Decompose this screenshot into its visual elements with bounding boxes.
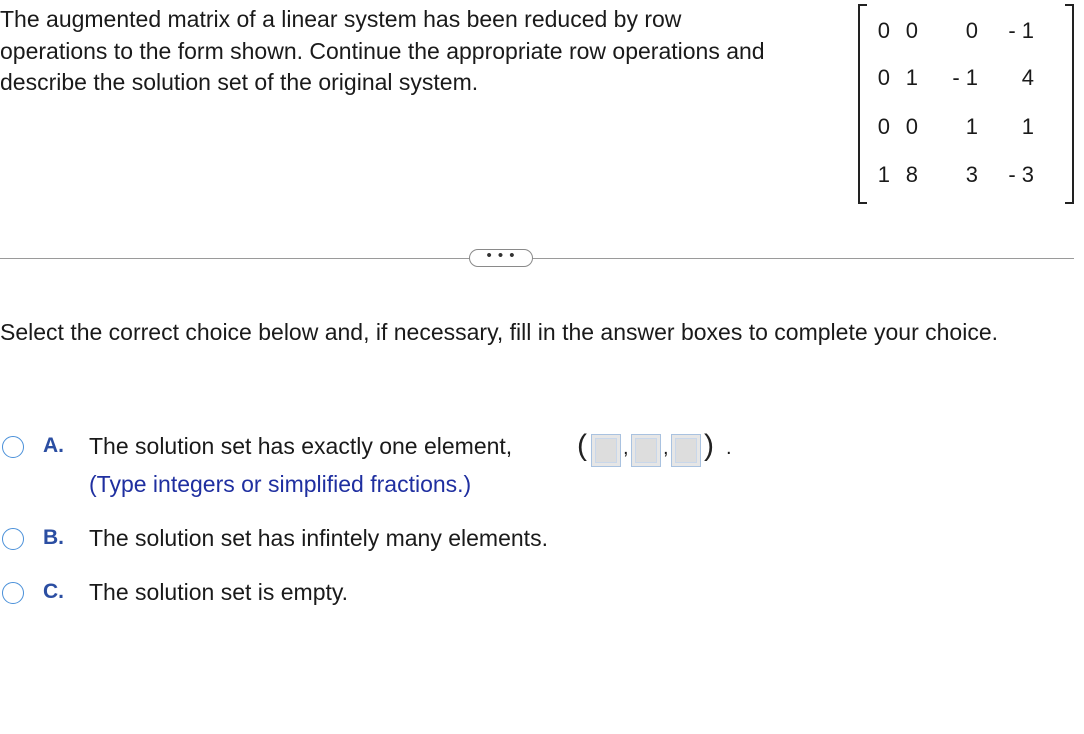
matrix-cell: 1 xyxy=(905,65,918,90)
matrix-cell: 8 xyxy=(905,162,918,187)
section-divider xyxy=(0,258,1074,259)
matrix-cell: 4 xyxy=(1021,65,1034,90)
matrix-cell: - 3 xyxy=(1008,162,1034,187)
matrix-row xyxy=(858,162,1074,192)
radio-choice-a[interactable] xyxy=(2,436,24,458)
matrix-cell: 0 xyxy=(877,18,890,43)
matrix-cell: 1 xyxy=(1021,114,1034,139)
answer-input-3[interactable] xyxy=(671,434,701,467)
period: . xyxy=(726,437,732,459)
matrix-cell: - 1 xyxy=(952,65,978,90)
choice-text: The solution set is empty. xyxy=(89,579,349,605)
choice-letter: A. xyxy=(43,434,64,457)
matrix-cell: 0 xyxy=(905,114,918,139)
matrix-cell: 0 xyxy=(877,65,890,90)
matrix-row xyxy=(858,65,1074,95)
augmented-matrix xyxy=(858,4,1074,204)
matrix-cell: - 1 xyxy=(1008,18,1034,43)
radio-choice-c[interactable] xyxy=(2,582,24,604)
choice-c[interactable] xyxy=(0,576,420,608)
answer-input-1[interactable] xyxy=(591,434,621,467)
matrix-cell: 0 xyxy=(877,114,890,139)
matrix-cell: 3 xyxy=(965,162,978,187)
comma: , xyxy=(623,437,629,459)
radio-choice-b[interactable] xyxy=(2,528,24,550)
choice-letter: C. xyxy=(43,580,64,603)
matrix-row xyxy=(858,18,1074,48)
matrix-cell: 1 xyxy=(877,162,890,187)
comma: , xyxy=(663,437,669,459)
input-hint: (Type integers or simplified fractions.) xyxy=(89,471,472,497)
open-paren: ( xyxy=(577,429,587,462)
matrix-cell: 1 xyxy=(965,114,978,139)
choice-b[interactable] xyxy=(0,522,640,554)
choice-text: The solution set has infintely many elements. xyxy=(89,525,548,551)
more-button[interactable]: • • • xyxy=(469,249,533,267)
matrix-cell: 0 xyxy=(965,18,978,43)
question-text: The augmented matrix of a linear system has been reduced by row operations to the form shown. Continue the appropriate row operations and describe the solution set of the original system. xyxy=(0,6,765,95)
choice-a[interactable] xyxy=(0,430,760,462)
close-paren: ) xyxy=(704,429,714,462)
answer-input-2[interactable] xyxy=(631,434,661,467)
choice-text: The solution set has exactly one element, xyxy=(89,433,513,459)
choice-letter: B. xyxy=(43,526,64,549)
instruction-text: Select the correct choice below and, if necessary, fill in the answer boxes to complete your choice. xyxy=(0,319,999,345)
matrix-row xyxy=(858,114,1074,144)
matrix-cell: 0 xyxy=(905,18,918,43)
